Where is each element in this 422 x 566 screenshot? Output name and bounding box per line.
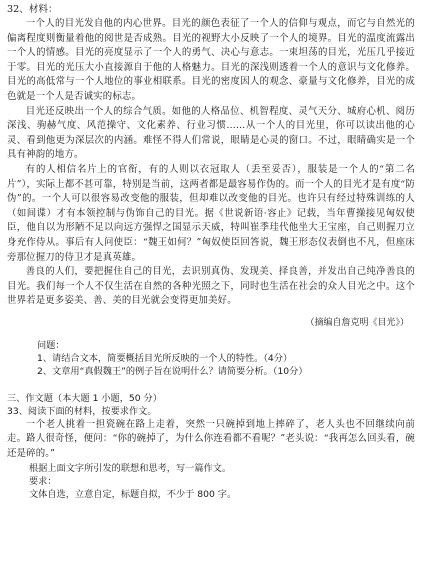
passage-paragraph-1: 一个人的目光发自他的内心世界。目光的颜色表征了一个人的信仰与观点，而它与自然光的偏离程度则衡量着他的阅世是否成熟。目光的视野大小反映了一个人的境界。目光的温度流露出一个人的情感。目光的亮度显示了一个人的勇气、决心与意志。一束坦荡的目光，光压几乎接近于零。目光的光压大小直接源自于他的人格魅力。目光的深浅则透着一个人的意识与文化修养。目光的高低常与一个人地位的事业相联系。目光的密度因人的观念、豪量与文化修养，目光的成色就是一个人是否诚实的标志。 [7,18,415,102]
section-3-title: 三、作文题（本大题 1 小题，50 分） [7,392,162,404]
question-item-2: 2、文章用“真假魏王”的例子旨在说明什么？请简要分析。（10分） [37,365,308,377]
requirements-label: 要求： [29,475,57,487]
questions-title: 问题： [37,339,65,351]
question-32-header: 32、材料： [7,4,58,15]
passage-source: （摘编自詹克明《目光》） [305,317,409,328]
passage-paragraph-4: 善良的人们，要把握住自己的目光，去识别真伪、发现美、择良善，并发出自己纯净善良的目光。我们每一个人不仅生活在自然的各种光照之下，同时也生活在社会的众人目光之中。这个世界若是更多姿美、善、美的目光就会变得更加美好。 [7,266,415,307]
essay-material: 一个老人挑着一担瓷碗在路上走着，突然一只碗掉到地上摔碎了，老人头也不回继续向前走。路人很奇怪，便问：“你的碗掉了，为什么你连看都不看呢？”老头说：“我再怎么回头看，碗还是碎的。” [7,418,415,460]
requirements-text: 文体自选，立意自定，标题自拟，不少于 800 字。 [29,488,237,500]
question-33-header: 33、阅读下面的材料，按要求作文。 [7,405,157,417]
passage-paragraph-2: 目光还反映出一个人的综合气质。如他的人格品位、机智程度、灵气天分、城府心机、阅历深浅、驹赫气度、风范操守、文化素养、行业习惯……从一个人的目光里，你可以读出他的心灵、看到他更为深层次的内涵。难怪不得人们常说，眼睛是心灵的窗口。不过，眼睛确实是一个具有神韵的地方。 [7,105,415,161]
passage-paragraph-3: 有的人相信名片上的官衔，有的人则以衣冠取人（丢至妥否），服装是一个人的“第二名片”），实际上都不甚可靠，特别是当前，这两者都是最容易作伪的。而一个人的目光才是有度“防伪”的。一个人可以很容易改变他的服装，但却难以改变他的目光。也许只有经过特殊训练的人（如间谍）才有本领控制与伪饰自己的目光。据《世说新语·容止》记载，当年曹操接见匈奴使臣，他自以为形陋不足以向远方强悍之国显示天威，特叫崔季珪代他坐大王宝座，自己则握刀立身充作侍从。事后有人问使臣：“魏王如何？”匈奴使臣回答说，魏王形态仪表倒也不凡，但座床旁那位握刀的侍卫才是真英雄。 [7,163,415,263]
essay-prompt: 根据上面文字所引发的联想和思考，写一篇作文。 [29,462,232,474]
question-item-1: 1、请结合文本，简要概括目光所反映的一个人的特性。（4分） [37,352,293,364]
